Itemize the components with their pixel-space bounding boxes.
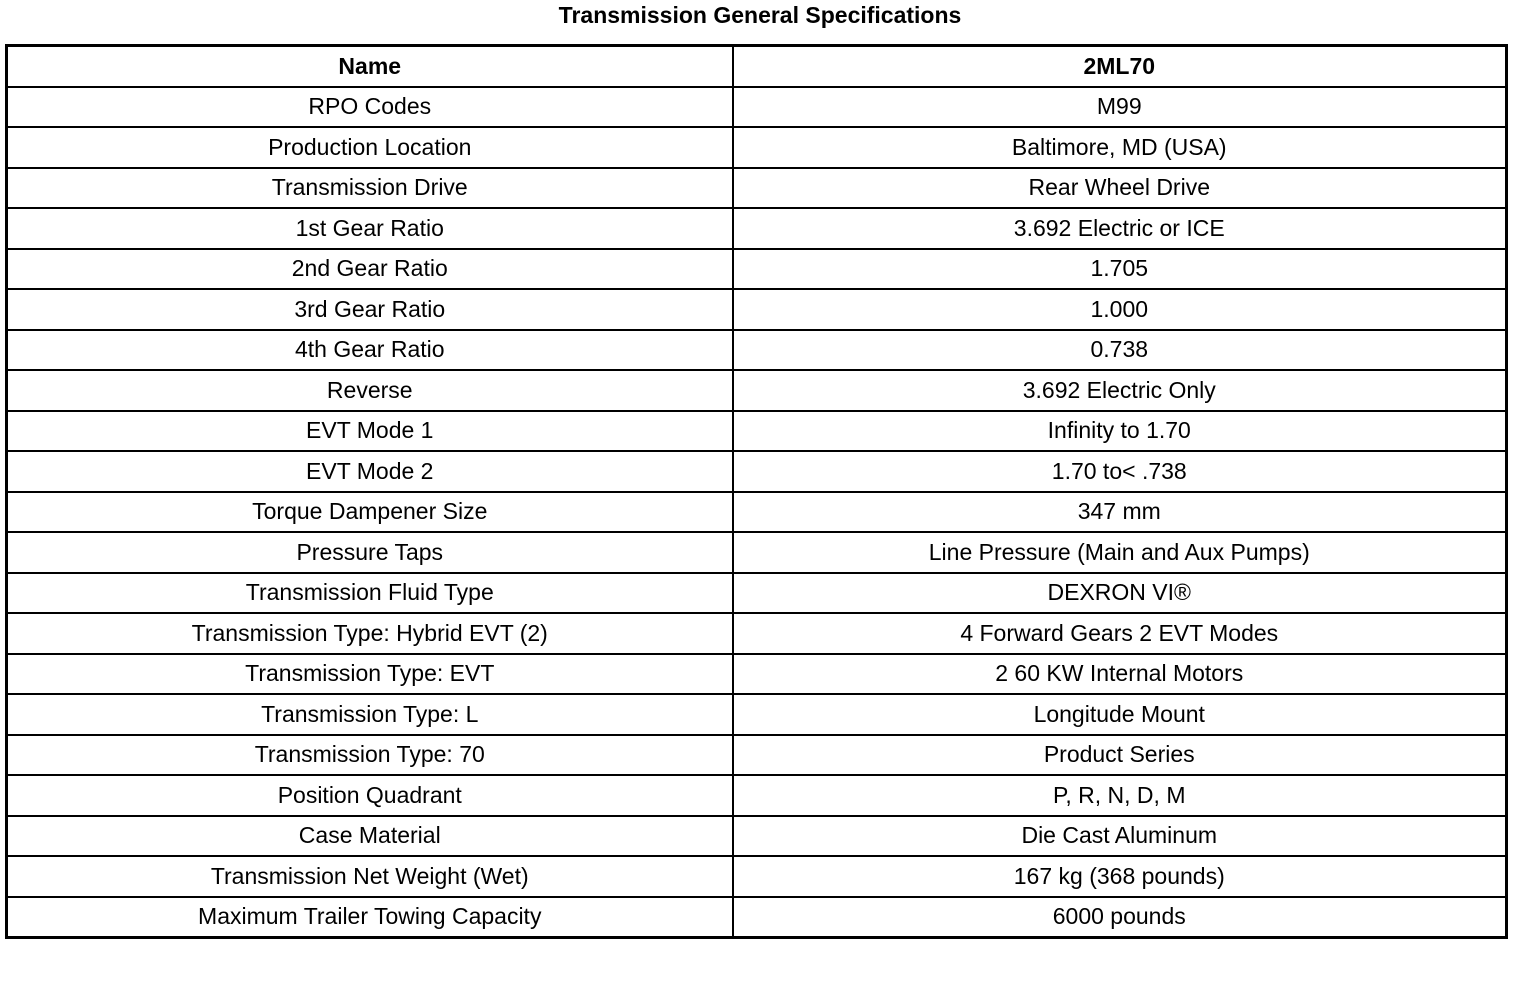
spec-value-cell: Infinity to 1.70	[733, 411, 1507, 452]
spec-name-cell: Case Material	[7, 816, 733, 857]
column-header-model: 2ML70	[733, 46, 1507, 87]
table-row	[7, 573, 1507, 614]
spec-name-cell: Transmission Drive	[7, 168, 733, 209]
spec-name-cell: Production Location	[7, 127, 733, 168]
spec-name-cell: 3rd Gear Ratio	[7, 289, 733, 330]
spec-name-cell: Transmission Type: 70	[7, 735, 733, 776]
spec-value-cell: Line Pressure (Main and Aux Pumps)	[733, 532, 1507, 573]
table-row	[7, 654, 1507, 695]
spec-value-cell: P, R, N, D, M	[733, 775, 1507, 816]
spec-name-cell: Torque Dampener Size	[7, 492, 733, 533]
spec-name-cell: Maximum Trailer Towing Capacity	[7, 897, 733, 938]
table-row	[7, 249, 1507, 290]
table-row	[7, 411, 1507, 452]
table-row	[7, 694, 1507, 735]
spec-value-cell: Die Cast Aluminum	[733, 816, 1507, 857]
table-row	[7, 735, 1507, 776]
table-row	[7, 451, 1507, 492]
spec-value-cell: 1.000	[733, 289, 1507, 330]
column-header-name: Name	[7, 46, 733, 87]
spec-name-cell: Pressure Taps	[7, 532, 733, 573]
table-row	[7, 330, 1507, 371]
spec-name-cell: Transmission Fluid Type	[7, 573, 733, 614]
table-row	[7, 856, 1507, 897]
spec-value-cell: 3.692 Electric or ICE	[733, 208, 1507, 249]
table-row	[7, 87, 1507, 128]
table-row	[7, 816, 1507, 857]
spec-value-cell: M99	[733, 87, 1507, 128]
table-row	[7, 613, 1507, 654]
spec-value-cell: 4 Forward Gears 2 EVT Modes	[733, 613, 1507, 654]
spec-name-cell: 2nd Gear Ratio	[7, 249, 733, 290]
spec-value-cell: 6000 pounds	[733, 897, 1507, 938]
spec-value-cell: 0.738	[733, 330, 1507, 371]
page-title: Transmission General Specifications	[558, 2, 962, 28]
spec-value-cell: 2 60 KW Internal Motors	[733, 654, 1507, 695]
table-header-row	[7, 46, 1507, 87]
table-row	[7, 289, 1507, 330]
table-row	[7, 127, 1507, 168]
table-row	[7, 208, 1507, 249]
table-row	[7, 492, 1507, 533]
table-row	[7, 370, 1507, 411]
table-row	[7, 168, 1507, 209]
spec-name-cell: Reverse	[7, 370, 733, 411]
spec-name-cell: Transmission Type: EVT	[7, 654, 733, 695]
spec-name-cell: 4th Gear Ratio	[7, 330, 733, 371]
spec-value-cell: DEXRON VI®	[733, 573, 1507, 614]
spec-value-cell: Longitude Mount	[733, 694, 1507, 735]
spec-name-cell: RPO Codes	[7, 87, 733, 128]
table-row	[7, 897, 1507, 938]
spec-value-cell: Product Series	[733, 735, 1507, 776]
table-row	[7, 532, 1507, 573]
spec-name-cell: Position Quadrant	[7, 775, 733, 816]
spec-value-cell: 1.70 to< .738	[733, 451, 1507, 492]
spec-name-cell: EVT Mode 1	[7, 411, 733, 452]
spec-name-cell: Transmission Net Weight (Wet)	[7, 856, 733, 897]
spec-value-cell: 3.692 Electric Only	[733, 370, 1507, 411]
specifications-table	[5, 44, 1508, 939]
spec-name-cell: EVT Mode 2	[7, 451, 733, 492]
spec-value-cell: 1.705	[733, 249, 1507, 290]
spec-value-cell: 347 mm	[733, 492, 1507, 533]
spec-value-cell: Rear Wheel Drive	[733, 168, 1507, 209]
table-row	[7, 775, 1507, 816]
spec-name-cell: 1st Gear Ratio	[7, 208, 733, 249]
spec-name-cell: Transmission Type: Hybrid EVT (2)	[7, 613, 733, 654]
spec-value-cell: Baltimore, MD (USA)	[733, 127, 1507, 168]
spec-name-cell: Transmission Type: L	[7, 694, 733, 735]
spec-value-cell: 167 kg (368 pounds)	[733, 856, 1507, 897]
